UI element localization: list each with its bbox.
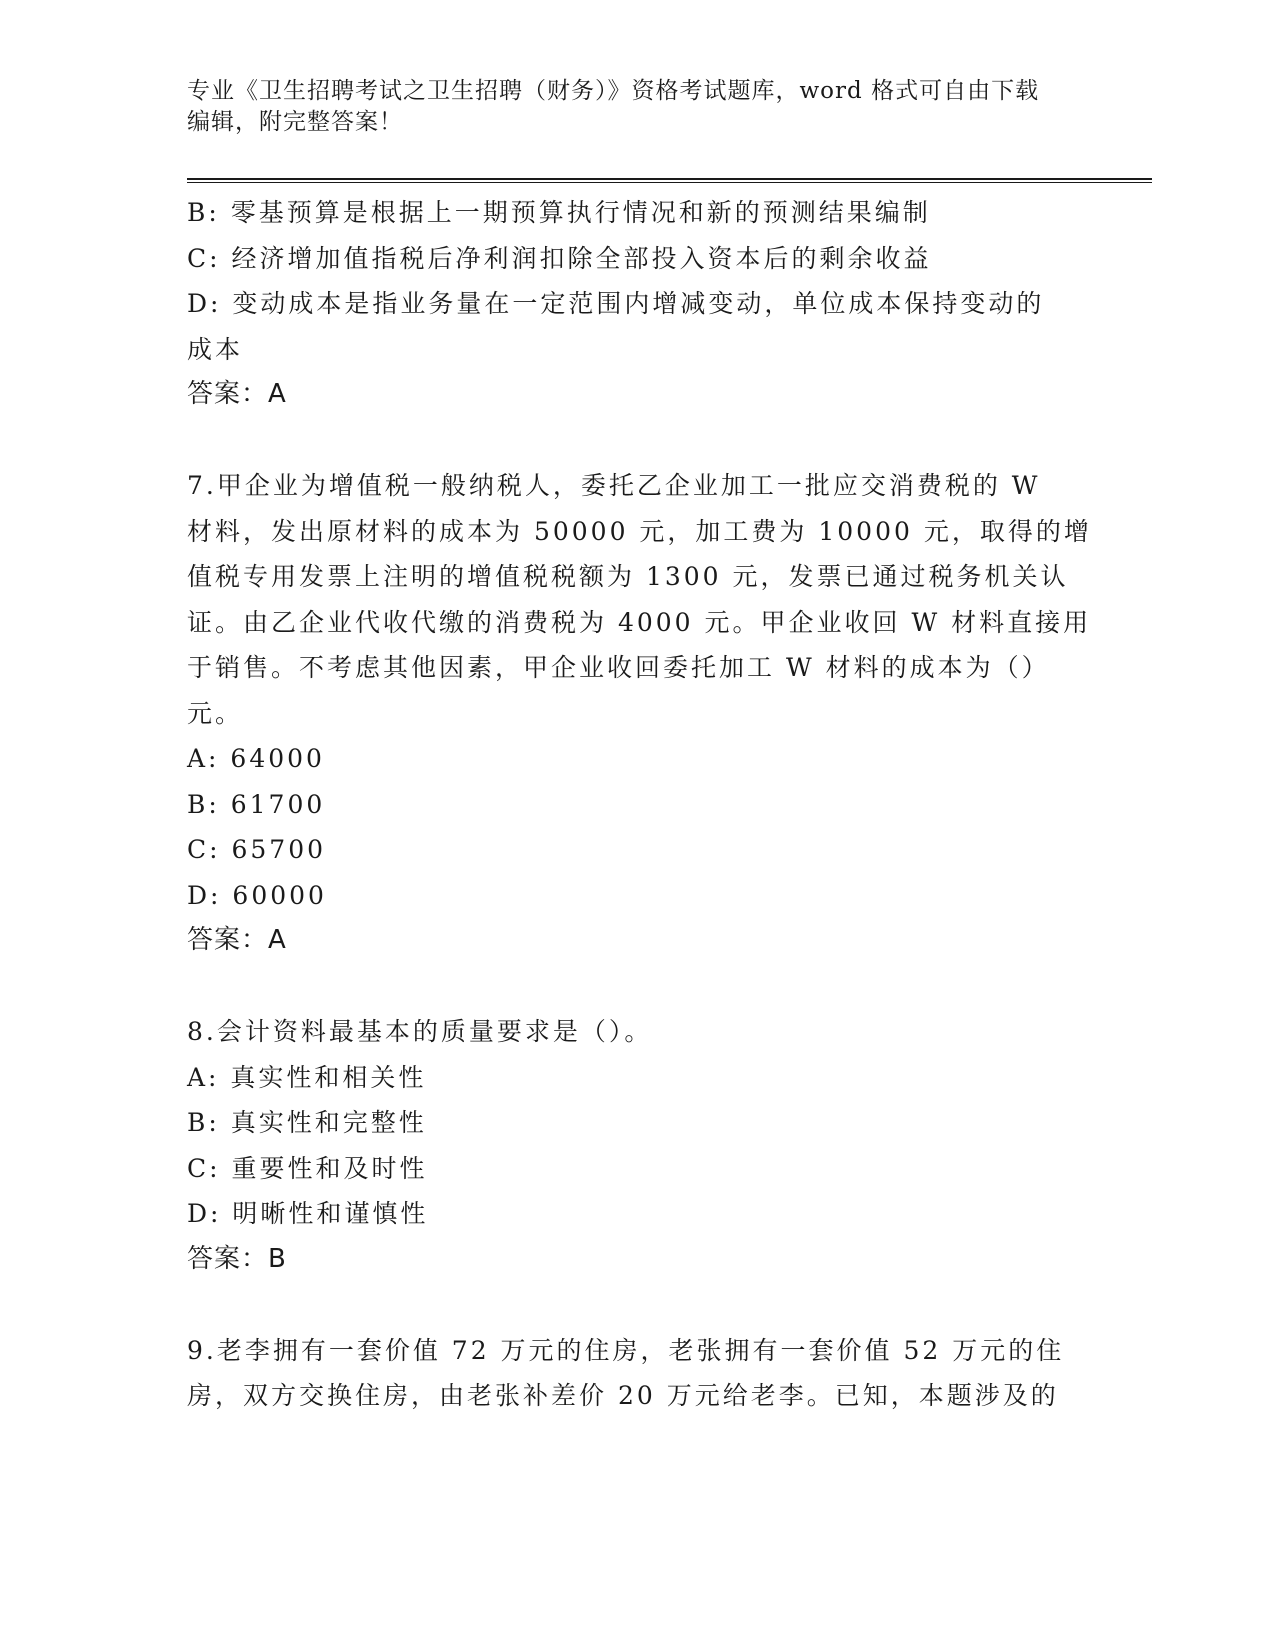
q7-option-a: A: 64000: [187, 744, 325, 773]
q6-option-d-line-1: D: 变动成本是指业务量在一定范围内增减变动，单位成本保持变动的: [187, 289, 1045, 318]
q8-stem: 8.会计资料最基本的质量要求是（）。: [187, 1017, 653, 1046]
q8-option-a: A: 真实性和相关性: [187, 1062, 427, 1092]
document-header: [187, 76, 1067, 138]
header-line-1: 专业《卫生招聘考试之卫生招聘（财务）》资格考试题库，word 格式可自由下载: [187, 78, 1040, 104]
q7-answer: 答案：A: [187, 925, 287, 955]
q9-stem-line-2: 房，双方交换住房，由老张补差价 20 万元给老李。已知，本题涉及的: [187, 1381, 1059, 1410]
question-content: [187, 190, 1092, 1419]
q6-answer: 答案：A: [187, 379, 287, 409]
q7-option-c: C: 65700: [187, 835, 327, 864]
q7-stem-line-6: 元。: [187, 698, 244, 728]
q7-stem-line-1: 7.甲企业为增值税一般纳税人，委托乙企业加工一批应交消费税的 W: [187, 471, 1041, 500]
q6-option-b: B: 零基预算是根据上一期预算执行情况和新的预测结果编制: [187, 198, 931, 227]
q6-option-d-line-2: 成本: [187, 334, 244, 364]
spacer: [187, 964, 1067, 1010]
spacer: [187, 1282, 1067, 1328]
q7-stem-line-5: 于销售。不考虑其他因素，甲企业收回委托加工 W 材料的成本为（）: [187, 653, 1050, 682]
q9-stem-line-1: 9.老李拥有一套价值 72 万元的住房，老张拥有一套价值 52 万元的住: [187, 1335, 1065, 1365]
spacer: [187, 418, 1067, 464]
q7-option-b: B: 61700: [187, 789, 326, 819]
q8-option-b: B: 真实性和完整性: [187, 1108, 427, 1137]
q7-stem-line-3: 值税专用发票上注明的增值税税额为 1300 元，发票已通过税务机关认: [187, 562, 1069, 591]
header-line-2: 编辑，附完整答案！: [187, 109, 403, 135]
q8-answer: 答案：B: [187, 1243, 287, 1274]
q7-option-d: D: 60000: [187, 880, 327, 910]
q7-stem-line-4: 证。由乙企业代收代缴的消费税为 4000 元。甲企业收回 W 材料直接用: [187, 607, 1092, 637]
header-divider-thick: [187, 178, 1152, 180]
q7-stem-line-2: 材料，发出原材料的成本为 50000 元，加工费为 10000 元，取得的增: [187, 516, 1092, 546]
q8-option-d: D: 明晰性和谨慎性: [187, 1199, 429, 1228]
q6-option-c: C: 经济增加值指税后净利润扣除全部投入资本后的剩余收益: [187, 243, 932, 273]
q8-option-c: C: 重要性和及时性: [187, 1153, 428, 1183]
header-divider-thin: [187, 182, 1152, 183]
